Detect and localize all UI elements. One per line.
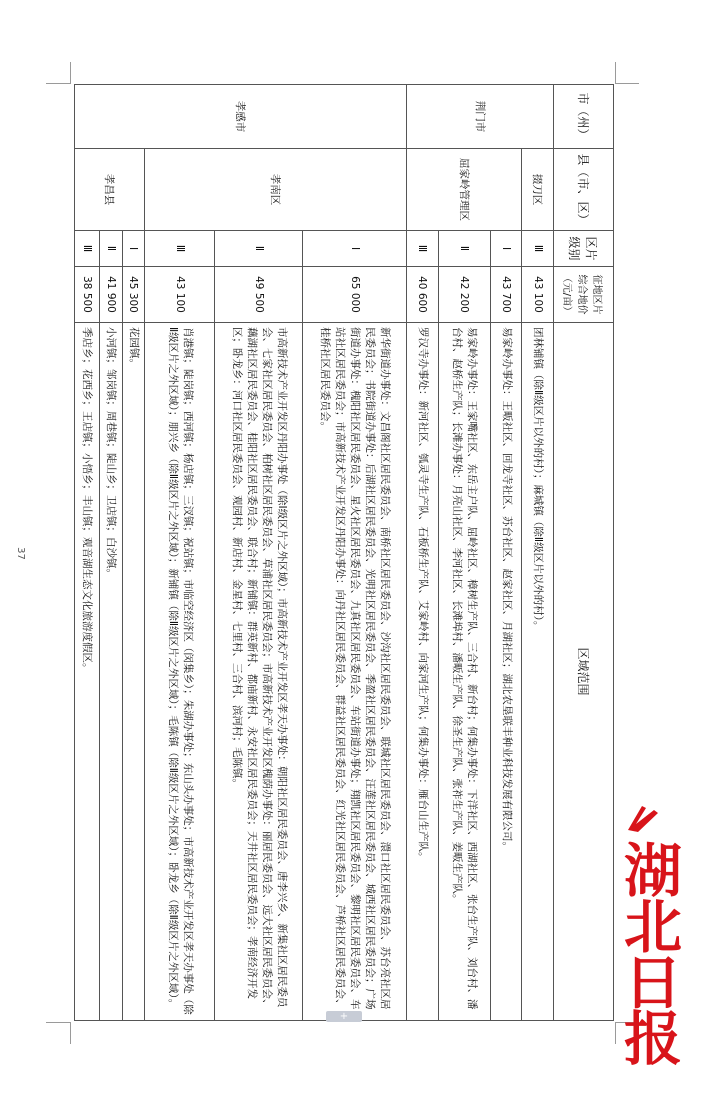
cell-price: 42 200 bbox=[438, 267, 490, 323]
header-level: 区片级别 bbox=[554, 231, 614, 267]
add-page-button[interactable]: + bbox=[326, 1011, 362, 1022]
cell-level: Ⅱ bbox=[215, 231, 303, 267]
cell-level: Ⅲ bbox=[145, 231, 215, 267]
cell-scope: 易家岭办事处：王家嘴社区、东岳主户队、屈岭社区、樟树生产队、三合村、新台村；何集办事处：下洋社区、西湖社区、张台生产队、刘台村、潘台村、赵桥生产队；长滩办事处：月亮山社区、李河社区、长滩埠村、潘畈生产队、徐圣生产队、张祚生产队、姜畈生产队。 bbox=[438, 323, 490, 1021]
cell-price: 45 300 bbox=[122, 267, 145, 323]
land-price-table-rotated bbox=[74, 84, 614, 1020]
cell-scope: 市高新技术产业开发区丹阳办事处（除Ⅰ级区片之外区域）；市高新技术产业开发区孝天办事处：朝阳社区居民委员会、唐李兴乡、新集社区居民委员会、七家社区居民委员会、柏树社区居民委员会、草浦社区居民委员会；市高新技术产业开发区槐荫办事处：丽居民委员会、远大社区居民委员会、藕湖社区居民委员会、桂阳社区居民委员会、联合村；新铺镇：群英新村、都庙新村、永安社区居民委员会；天井社区居民委员会；孝南经济开发区；卧龙乡：河口社区居民委员会、观园村、新店村、金星村、七里村、三合村、滨河村；毛陈镇。 bbox=[215, 323, 303, 1021]
cell-scope: 肖港镇；陡岗镇；西河镇；杨店镇；三汊镇；祝站镇；市临空经济区（闵集乡）；朱湖办事处；东山头办事处；市高新技术产业开发区孝天办事处（除Ⅱ级区片之外区域）；朋兴乡（除Ⅱ级区片之外区域）；新铺镇（除Ⅱ级区片之外区域）；毛陈镇（除Ⅱ级区片之外区域）；卧龙乡（除Ⅱ级区片之外区域）。 bbox=[145, 323, 215, 1021]
cell-scope: 易家岭办事处：王畈社区、回龙寺社区、苏台社区、赵家社区、月湖社区；湖北农垦联丰种业科技发展有限公司。 bbox=[490, 323, 522, 1021]
cell-level: Ⅰ bbox=[303, 231, 407, 267]
crop-mark-bottom-left-v bbox=[70, 1022, 71, 1044]
header-scope: 区域范围 bbox=[554, 323, 614, 1021]
cell-level: Ⅰ bbox=[122, 231, 145, 267]
cell-county: 屈家岭管理区 bbox=[407, 149, 522, 231]
cell-price: 38 500 bbox=[75, 267, 100, 323]
cell-price: 43 100 bbox=[522, 267, 554, 323]
cell-level: Ⅲ bbox=[407, 231, 439, 267]
crop-mark-top-left-h bbox=[46, 83, 70, 84]
cell-price: 43 700 bbox=[490, 267, 522, 323]
page-number: 37 bbox=[14, 547, 26, 560]
cell-price: 41 900 bbox=[99, 267, 122, 323]
cell-scope: 团林铺镇（除Ⅱ级区片以外的村）；麻城镇（除Ⅱ级区片以外的村）。 bbox=[522, 323, 554, 1021]
cell-price: 65 000 bbox=[303, 267, 407, 323]
cell-level: Ⅱ bbox=[438, 231, 490, 267]
crop-mark-top-left-v bbox=[70, 62, 71, 84]
header-county: 县（市、区） bbox=[554, 149, 614, 231]
cell-scope: 新华街道办事处：文昌阁社区居民委员会、南桥社区居民委员会、沙沟社区居民委员会、联城社区居民委员会、澴口社区居民委员会、苏台亮社区居民委员会；书院街道办事处：后湖社区居民委员会、光明社区居民委员会、季盈社区居民委员会、汪莲社区居民委员会、城西社区居民委员会；广场街道办事处：槐阳社区居民委员会、星火社区居民委员会、九真社区居民委员会、车站街道办事处；翔凯社区居民委员会、黎明社区居民委员会、车站社区居民委员会；市高新技术产业开发区丹阳办事处：向丹社区居民委员会、群益社区居民委员会、红光社区居民委员会、芦桥社区居民委员会、桂桥社区居民委员会。 bbox=[303, 323, 407, 1021]
watermark-logo-icon bbox=[624, 800, 670, 836]
cell-scope: 季店乡；花西乡；王店镇；小悟乡；丰山镇；观音湖生态文化旅游度假区。 bbox=[75, 323, 100, 1021]
cell-price: 43 100 bbox=[145, 267, 215, 323]
cell-level: Ⅱ bbox=[99, 231, 122, 267]
header-city: 市（州） bbox=[554, 85, 614, 149]
cell-price: 49 500 bbox=[215, 267, 303, 323]
cell-scope: 小河镇；邹岗镇；周巷镇；陡山乡；卫店镇；白沙镇。 bbox=[99, 323, 122, 1021]
header-price: 征地区片综合地价（元/亩） bbox=[554, 267, 614, 323]
cell-city: 孝感市 bbox=[75, 85, 407, 149]
cell-level: Ⅰ bbox=[490, 231, 522, 267]
watermark-logo: 湖北日报 bbox=[614, 840, 682, 1064]
cell-county: 孝昌县 bbox=[75, 149, 145, 231]
cell-county: 孝南区 bbox=[145, 149, 407, 231]
crop-mark-bottom-left-h bbox=[46, 1022, 70, 1023]
cell-level: Ⅲ bbox=[75, 231, 100, 267]
crop-mark-top-right-h bbox=[615, 83, 639, 84]
crop-mark-top-right-v bbox=[615, 62, 616, 84]
cell-county: 掇刀区 bbox=[522, 149, 554, 231]
land-price-table bbox=[74, 84, 614, 1021]
cell-scope: 花园镇。 bbox=[122, 323, 145, 1021]
cell-price: 40 600 bbox=[407, 267, 439, 323]
cell-level: Ⅲ bbox=[522, 231, 554, 267]
cell-scope: 罗汉寺办事处：新河社区、瓠灵寺生产队、石板桥生产队、艾家岭村、向家河生产队；何集办事处：雁台山生产队。 bbox=[407, 323, 439, 1021]
cell-city: 荆门市 bbox=[407, 85, 554, 149]
